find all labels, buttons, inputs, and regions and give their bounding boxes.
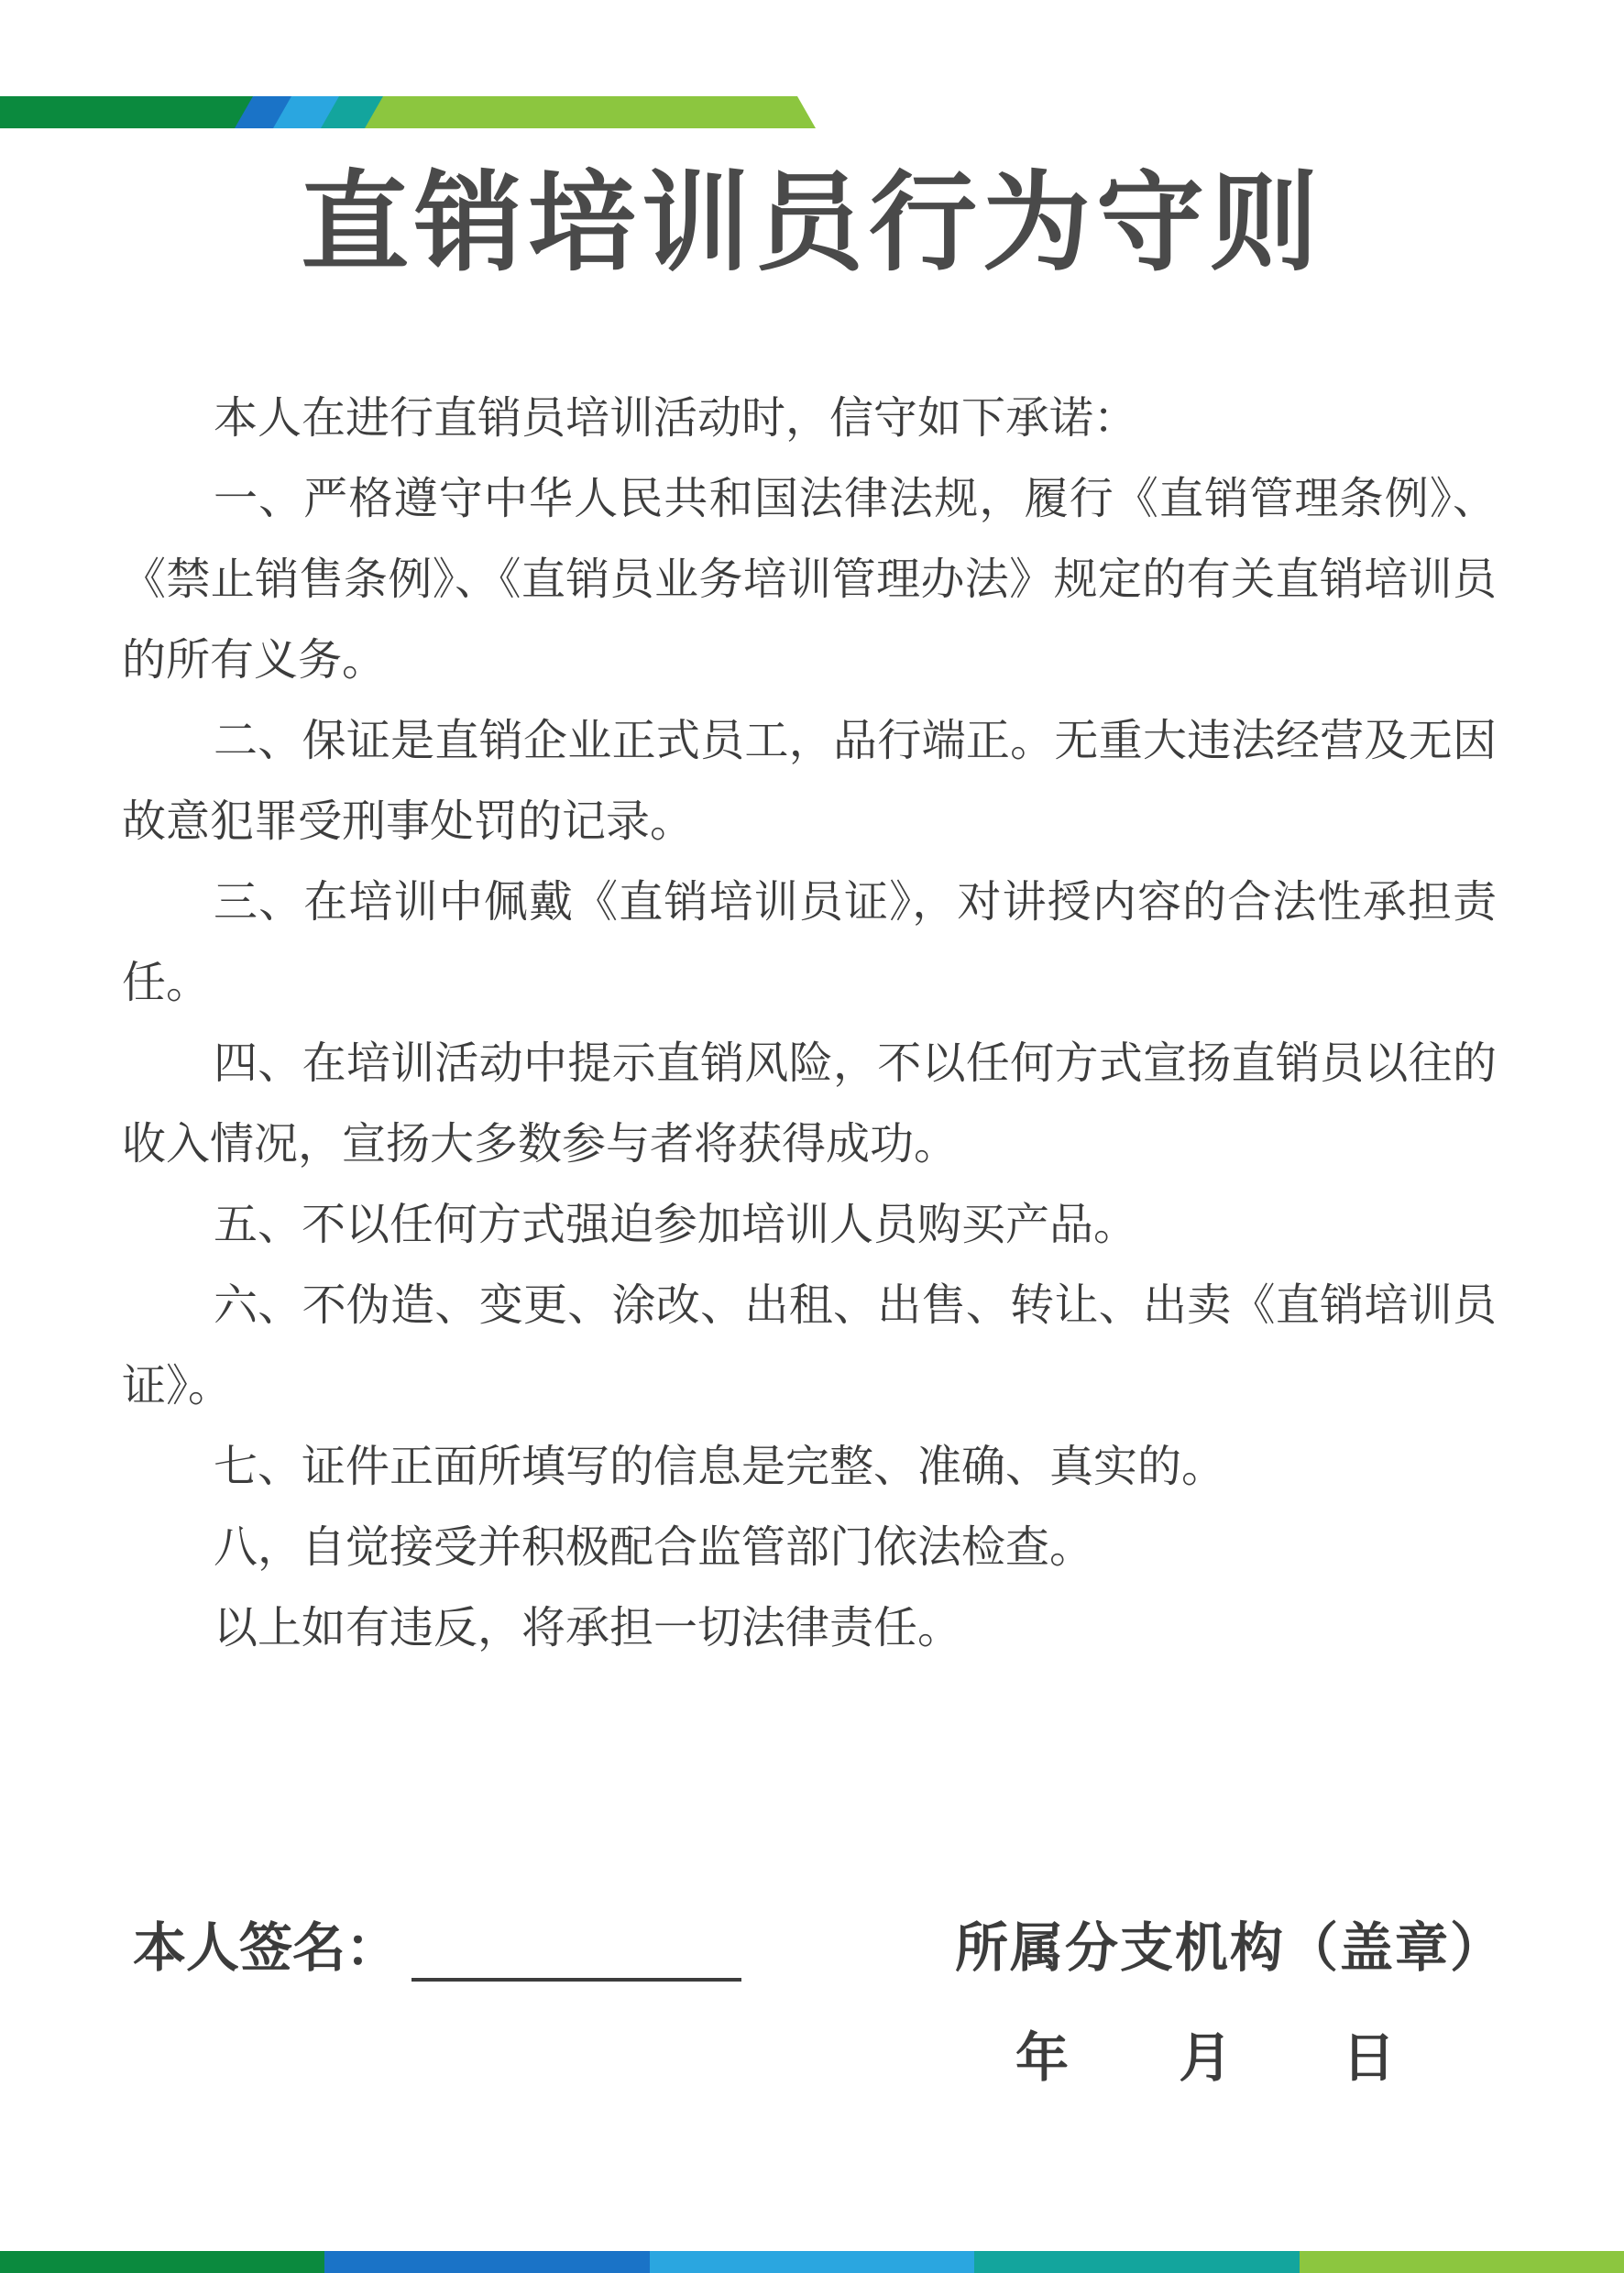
bottom-decorative-stripe	[0, 2251, 1624, 2273]
top-decorative-stripe	[0, 96, 816, 128]
branch-seal-label: 所属分支机构（盖章）	[954, 1916, 1505, 1979]
pledge-item-6: 六、不伪造、变更、涂改、出租、出售、转让、出卖《直销培训员证》。	[122, 1279, 1497, 1411]
pledge-body	[122, 378, 1497, 1668]
stripe-lime	[365, 96, 816, 128]
pledge-item-7: 七、证件正面所填写的信息是完整、准确、真实的。	[214, 1441, 1226, 1492]
pledge-item-4: 四、在培训活动中提示直销风险，不以任何方式宣扬直销员以往的收入情况，宣扬大多数参与者将获得成功。	[122, 1038, 1497, 1169]
bottom-stripe-blue	[324, 2251, 650, 2273]
bottom-stripe-teal	[974, 2251, 1300, 2273]
date-day: 日	[1342, 2026, 1396, 2089]
date-year: 年	[1015, 2026, 1070, 2089]
bottom-stripe-dark-green	[0, 2251, 324, 2273]
signature-line[interactable]	[411, 1925, 741, 1982]
date-row	[1015, 2015, 1395, 2092]
pledge-item-8: 八，自觉接受并积极配合监管部门依法检查。	[214, 1521, 1094, 1573]
bottom-stripe-lime	[1300, 2251, 1624, 2273]
pledge-intro: 本人在进行直销员培训活动时，信守如下承诺：	[214, 392, 1138, 444]
pledge-item-1: 一、严格遵守中华人民共和国法律法规，履行《直销管理条例》、《禁止销售条例》、《直销员业务培训管理办法》规定的有关直销培训员的所有义务。	[122, 473, 1497, 686]
pledge-item-3: 三、在培训中佩戴《直销培训员证》，对讲授内容的合法性承担责任。	[122, 876, 1497, 1008]
signature-block	[133, 1905, 741, 1982]
pledge-closing: 以上如有违反，将承担一切法律责任。	[214, 1602, 962, 1653]
date-month: 月	[1179, 2026, 1233, 2089]
pledge-item-2: 二、保证是直销企业正式员工，品行端正。无重大违法经营及无因故意犯罪受刑事处罚的记录。	[122, 715, 1497, 847]
stripe-dark-green	[0, 96, 264, 128]
pledge-item-5: 五、不以任何方式强迫参加培训人员购买产品。	[214, 1199, 1138, 1250]
bottom-stripe-light-blue	[650, 2251, 974, 2273]
signature-label: 本人签名：	[133, 1916, 400, 1979]
page-title: 直销培训员行为守则	[300, 159, 1323, 286]
